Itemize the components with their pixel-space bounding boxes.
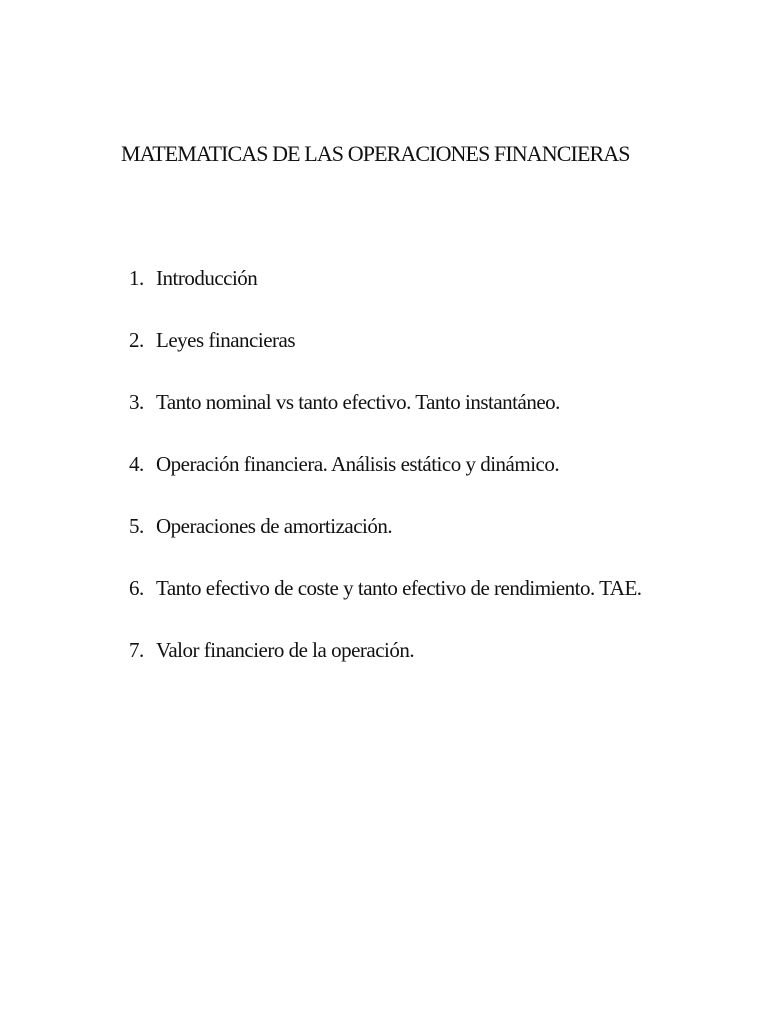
toc-item-introduccion bbox=[129, 264, 642, 326]
toc-item-operacion-financiera bbox=[129, 450, 642, 512]
toc-item-number: 2. bbox=[129, 328, 144, 352]
toc-item-operaciones-amortizacion bbox=[129, 512, 642, 574]
toc-item-text: Tanto efectivo de coste y tanto efectivo de rendimiento. TAE. bbox=[156, 576, 642, 600]
toc-item-text: Valor financiero de la operación. bbox=[156, 638, 415, 662]
toc-item-number: 4. bbox=[129, 452, 144, 476]
toc-item-number: 6. bbox=[129, 576, 144, 600]
toc-item-valor-financiero bbox=[129, 636, 642, 698]
toc-item-text: Leyes financieras bbox=[156, 328, 296, 352]
document-title: MATEMATICAS DE LAS OPERACIONES FINANCIERAS bbox=[121, 141, 630, 166]
toc-item-text: Tanto nominal vs tanto efectivo. Tanto instantáneo. bbox=[156, 390, 560, 414]
toc-item-text: Introducción bbox=[156, 266, 258, 290]
table-of-contents bbox=[129, 264, 642, 698]
toc-item-number: 7. bbox=[129, 638, 144, 662]
toc-item-tanto-nominal bbox=[129, 388, 642, 450]
toc-item-tanto-efectivo-tae bbox=[129, 574, 642, 636]
toc-item-text: Operación financiera. Análisis estático y dinámico. bbox=[156, 452, 560, 476]
toc-item-number: 5. bbox=[129, 514, 144, 538]
toc-item-text: Operaciones de amortización. bbox=[156, 514, 393, 538]
toc-item-leyes-financieras bbox=[129, 326, 642, 388]
toc-item-number: 1. bbox=[129, 266, 144, 290]
toc-item-number: 3. bbox=[129, 390, 144, 414]
